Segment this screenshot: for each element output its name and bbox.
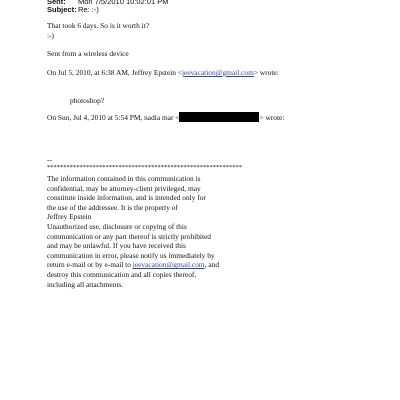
disclaimer-line: constitute inside information, and is intended only for bbox=[47, 193, 206, 203]
wireless-signature: Sent from a wireless device bbox=[47, 49, 129, 58]
return-email-link[interactable]: jeevacation@gmail.com bbox=[132, 260, 205, 270]
quote1-suffix: > wrote: bbox=[253, 68, 279, 77]
body-line-1: That took 6 days. So is it worth it? bbox=[47, 21, 150, 30]
body-line-2: :-) bbox=[47, 31, 54, 40]
redaction-box bbox=[179, 112, 259, 122]
sent-value: Mon 7/5/2010 10:02:01 PM bbox=[78, 0, 169, 6]
disclaimer-line: the use of the addressee. It is the property of bbox=[47, 202, 178, 212]
disclaimer-line: including all attachments. bbox=[47, 279, 124, 289]
subject-value: Re: :-) bbox=[78, 5, 99, 14]
subject-row bbox=[47, 6, 99, 14]
quote2-prefix: On Sun, Jul 4, 2010 at 5:54 PM, nadia mar < bbox=[47, 113, 180, 122]
quote-header-1 bbox=[47, 68, 279, 77]
sent-label: Sent: bbox=[47, 0, 66, 6]
disclaimer-line: confidential, may be attorney-client privileged, may bbox=[47, 183, 201, 193]
quote1-prefix: On Jul 5, 2010, at 6:38 AM, Jeffrey Epstein < bbox=[47, 68, 182, 77]
disclaimer-line: communication or any part thereof is strictly prohibited bbox=[47, 231, 211, 241]
quote2-suffix: > wrote: bbox=[259, 113, 285, 122]
photoshop-line: photoshop? bbox=[70, 96, 105, 105]
return-prefix: return e-mail or by e-mail to bbox=[47, 260, 133, 270]
disclaimer-line: Jeffrey Epstein bbox=[47, 212, 92, 222]
disclaimer-line: destroy this communication and all copies thereof, bbox=[47, 269, 197, 279]
disclaimer-return-line bbox=[47, 260, 219, 270]
footer-stars: ************************************************************ bbox=[47, 164, 242, 171]
disclaimer-line: Unauthorized use, disclosure or copying of this bbox=[47, 221, 187, 231]
quote-header-2 bbox=[47, 112, 284, 122]
footer-dashes: -- bbox=[47, 155, 52, 164]
disclaimer-line: The information contained in this communication is bbox=[47, 174, 201, 183]
subject-label: Subject: bbox=[47, 5, 77, 14]
disclaimer-block bbox=[47, 174, 219, 289]
quote1-email-link[interactable]: jeevacation@gmail.com bbox=[182, 68, 254, 77]
disclaimer-line: and may be unlawful. If you have received this bbox=[47, 241, 186, 251]
return-suffix: , and bbox=[204, 260, 220, 270]
disclaimer-line: communication in error, please notify us immediately by bbox=[47, 250, 215, 260]
